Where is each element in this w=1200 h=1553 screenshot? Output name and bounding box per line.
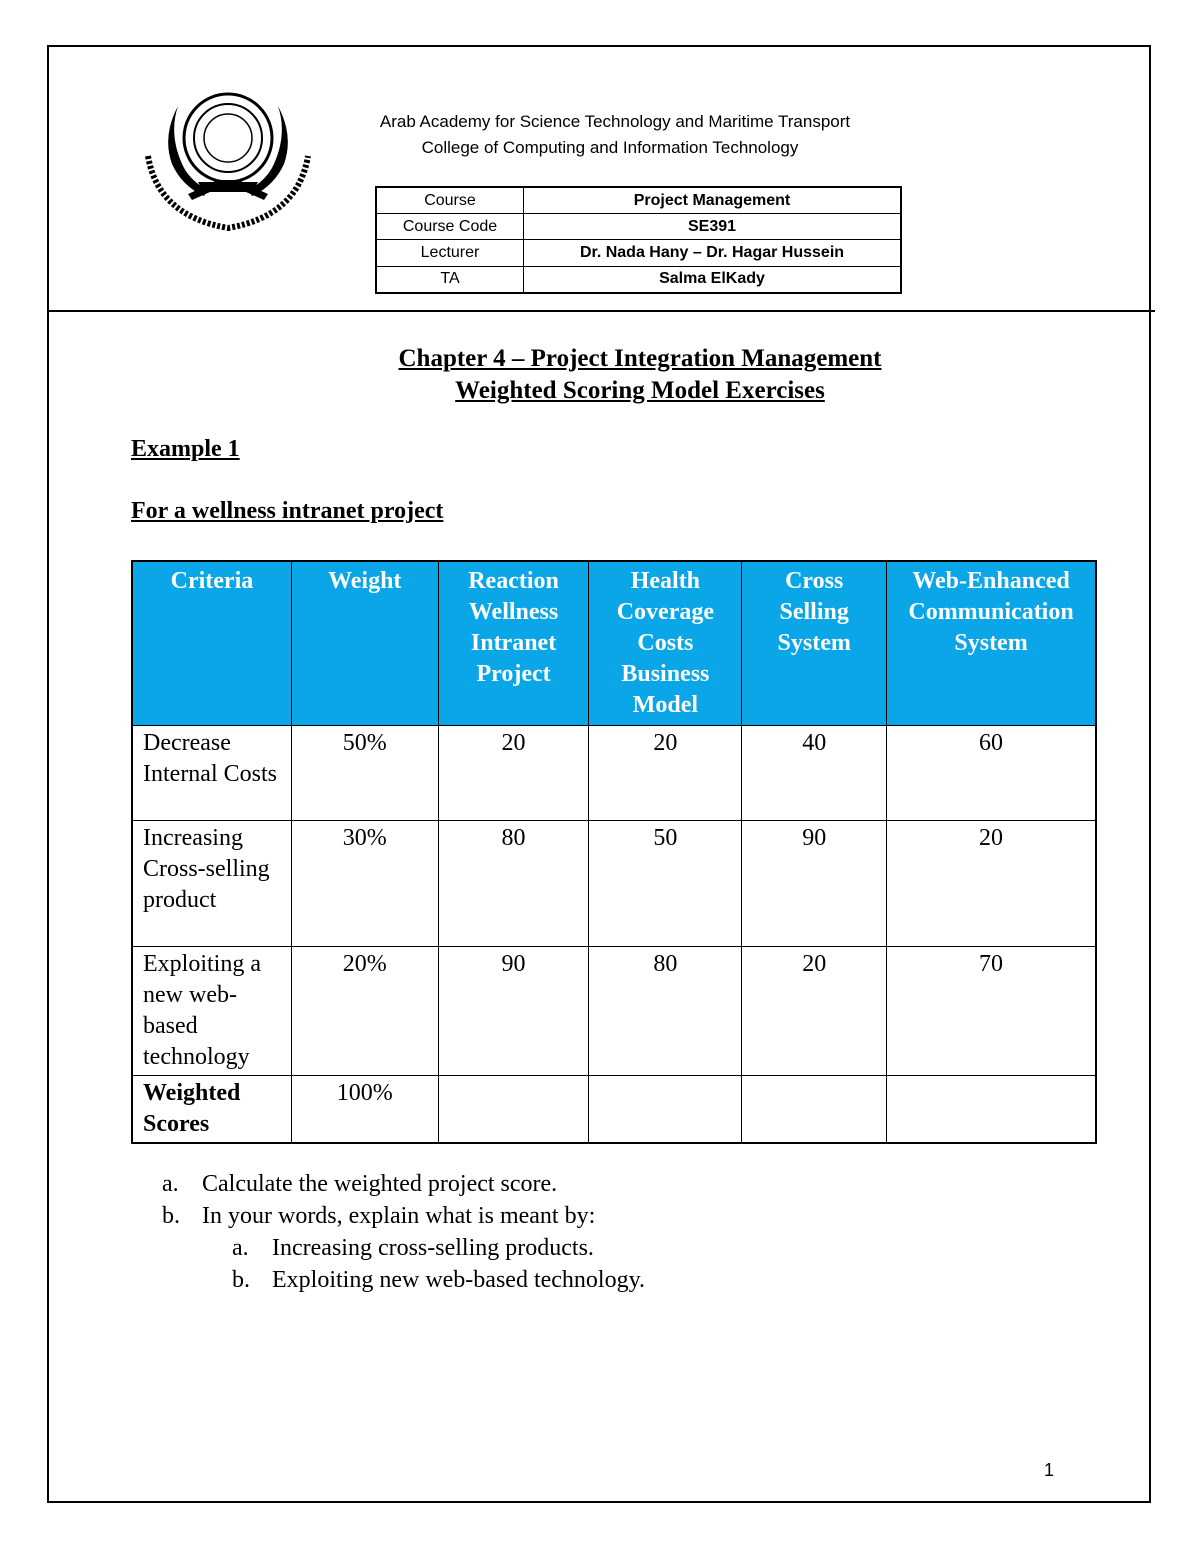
exercise-title: Weighted Scoring Model Exercises: [455, 377, 825, 404]
college-name: College of Computing and Information Technology: [421, 138, 799, 157]
score-cell: 40: [742, 726, 887, 821]
weight-cell: 30%: [291, 821, 438, 947]
column-header: Weight: [291, 561, 438, 726]
score-cell: 20: [438, 726, 589, 821]
table-row: [132, 947, 1096, 1076]
info-row: [376, 187, 901, 214]
item-text: Calculate the weighted project score.: [202, 1171, 558, 1197]
weight-cell: 20%: [291, 947, 438, 1076]
score-cell: 80: [589, 947, 742, 1076]
weight-cell: 100%: [291, 1076, 438, 1144]
score-cell: 80: [438, 821, 589, 947]
info-value: Project Management: [524, 187, 902, 214]
info-value: Salma ElKady: [524, 266, 902, 293]
column-header: Cross Selling System: [742, 561, 887, 726]
score-cell: [887, 1076, 1096, 1144]
item-text: In your words, explain what is meant by:: [202, 1203, 596, 1229]
info-key: Course: [376, 187, 524, 214]
score-cell: 90: [742, 821, 887, 947]
item-label: a.: [232, 1235, 249, 1261]
list-item: [162, 1168, 645, 1200]
score-cell: 70: [887, 947, 1096, 1076]
info-row: [376, 240, 901, 266]
score-cell: [438, 1076, 589, 1144]
item-text: Increasing cross-selling products.: [272, 1235, 594, 1261]
score-cell: 90: [438, 947, 589, 1076]
info-key: TA: [376, 266, 524, 293]
score-cell: [742, 1076, 887, 1144]
institution-name: Arab Academy for Science Technology and Maritime Transport: [379, 112, 851, 131]
page-number: 1: [1044, 1460, 1055, 1480]
table-row: [132, 1076, 1096, 1144]
question-list: [162, 1168, 645, 1296]
column-header: Web-Enhanced Communication System: [887, 561, 1096, 726]
item-label: b.: [162, 1203, 180, 1229]
list-item: [162, 1200, 645, 1232]
score-cell: 20: [589, 726, 742, 821]
criteria-cell: Weighted Scores: [132, 1076, 291, 1144]
criteria-cell: Increasing Cross-selling product: [132, 821, 291, 947]
info-row: [376, 266, 901, 293]
weighted-scoring-table: [131, 560, 1097, 1144]
course-info-table: [375, 186, 902, 294]
info-row: [376, 214, 901, 240]
score-cell: 20: [742, 947, 887, 1076]
score-cell: 60: [887, 726, 1096, 821]
list-item: [232, 1232, 645, 1264]
score-cell: [589, 1076, 742, 1144]
table-row: [132, 726, 1096, 821]
aast-emblem-icon: [138, 76, 318, 236]
info-value: SE391: [524, 214, 902, 240]
column-header: Criteria: [132, 561, 291, 726]
item-text: Exploiting new web-based technology.: [272, 1267, 646, 1293]
example-heading: Example 1: [131, 436, 240, 462]
project-heading: For a wellness intranet project: [131, 498, 444, 524]
item-label: a.: [162, 1171, 179, 1197]
chapter-title: Chapter 4 – Project Integration Management: [398, 345, 882, 372]
info-key: Lecturer: [376, 240, 524, 266]
score-cell: 20: [887, 821, 1096, 947]
weight-cell: 50%: [291, 726, 438, 821]
info-value: Dr. Nada Hany – Dr. Hagar Hussein: [524, 240, 902, 266]
list-item: [232, 1264, 645, 1296]
item-label: b.: [232, 1267, 250, 1293]
info-key: Course Code: [376, 214, 524, 240]
column-header: Health Coverage Costs Business Model: [589, 561, 742, 726]
header-divider: [47, 310, 1155, 312]
table-row: [132, 821, 1096, 947]
score-cell: 50: [589, 821, 742, 947]
criteria-cell: Decrease Internal Costs: [132, 726, 291, 821]
criteria-cell: Exploiting a new web-based technology: [132, 947, 291, 1076]
column-header: Reaction Wellness Intranet Project: [438, 561, 589, 726]
table-header-row: [132, 561, 1096, 726]
